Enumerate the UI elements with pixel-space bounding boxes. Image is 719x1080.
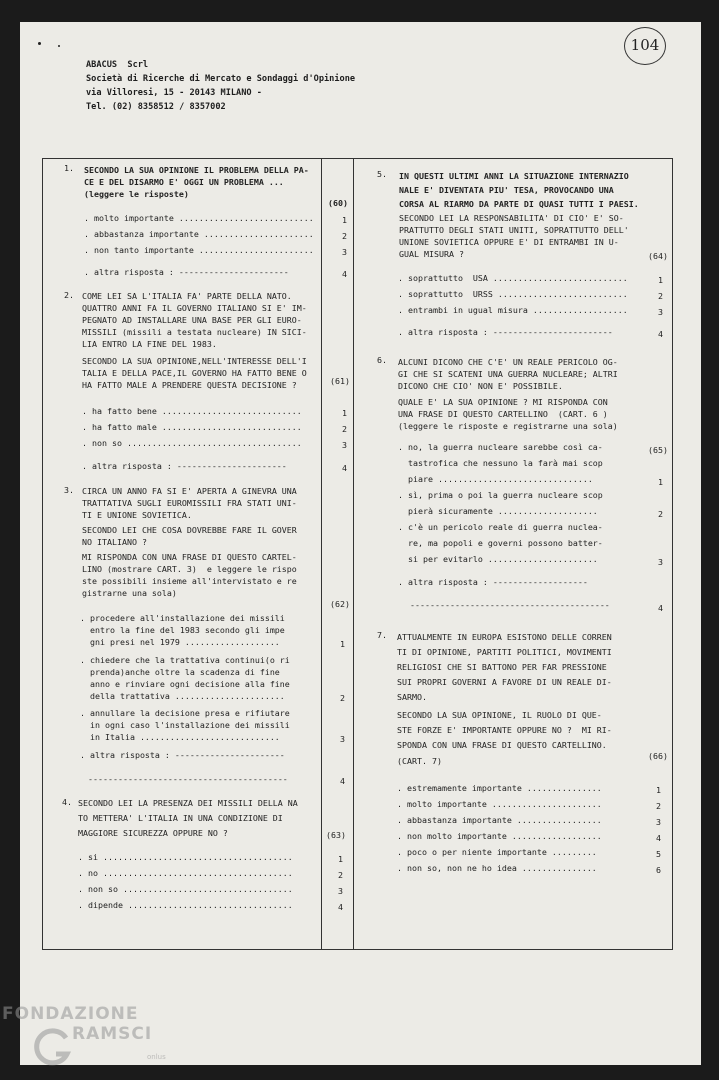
q3-option: gni presi nel 1979 ................... xyxy=(80,637,280,647)
q1-text-line: SECONDO LA SUA OPINIONE IL PROBLEMA DELLA PA- xyxy=(84,165,309,175)
q2-option: . ha fatto bene ............................ xyxy=(82,406,302,416)
q3-option: ---------------------------------------- xyxy=(88,774,288,784)
q4-option-code: 2 xyxy=(338,870,343,880)
q7-column-code: (66) xyxy=(648,751,668,761)
q3-text-line: ste possibili insieme all'intervistato e re xyxy=(82,576,297,586)
q5-text-line: IN QUESTI ULTIMI ANNI LA SITUAZIONE INTERNAZIO xyxy=(399,171,629,181)
q6-option: si per evitarlo ...................... xyxy=(398,554,598,564)
q4-option: . no ...................................... xyxy=(78,868,293,878)
q2-option-code: 2 xyxy=(342,424,347,434)
form-left-border xyxy=(42,158,43,950)
q4-column-code: (63) xyxy=(326,830,346,840)
q2-text-line: SECONDO LA SUA OPINIONE,NELL'INTERESSE DELL'I xyxy=(82,356,307,366)
q3-text-line: CIRCA UN ANNO FA SI E' APERTA A GINEVRA UNA xyxy=(82,486,297,496)
q1-option: . molto importante ........................... xyxy=(84,213,314,223)
q3-text-line: gistrarne una sola) xyxy=(82,588,177,598)
q7-option-code: 6 xyxy=(656,865,661,875)
q5-option-code: 3 xyxy=(658,307,663,317)
q1-option-code: 2 xyxy=(342,231,347,241)
q3-option: in Italia ............................ xyxy=(80,732,280,742)
watermark-line: FONDAZIONE xyxy=(2,1004,139,1024)
q4-option: . dipende ................................. xyxy=(78,900,293,910)
q6-option: ---------------------------------------- xyxy=(410,600,610,610)
q6-option: . altra risposta : ------------------- xyxy=(398,577,588,587)
q4-text-line: MAGGIORE SICUREZZA OPPURE NO ? xyxy=(78,828,228,838)
q6-option: re, ma popoli e governi possono batter- xyxy=(398,538,603,548)
q7-text-line: SECONDO LA SUA OPINIONE, IL RUOLO DI QUE- xyxy=(397,710,602,720)
q4-text-line: SECONDO LEI LA PRESENZA DEI MISSILI DELLA NA xyxy=(78,798,298,808)
q1-number: 1. xyxy=(64,163,74,173)
q3-option: della trattativa ...................... xyxy=(80,691,285,701)
q3-text-line: NO ITALIANO ? xyxy=(82,537,147,547)
q4-option-code: 1 xyxy=(338,854,343,864)
gramsci-logo-icon xyxy=(30,1026,72,1068)
q3-option-code: 2 xyxy=(340,693,345,703)
q3-number: 3. xyxy=(64,485,74,495)
q6-option: pierà sicuramente .................... xyxy=(398,506,598,516)
q1-option-code: 4 xyxy=(342,269,347,279)
q2-option: . altra risposta : ---------------------- xyxy=(82,461,287,471)
q1-option-code: 3 xyxy=(342,247,347,257)
q5-number: 5. xyxy=(377,169,387,179)
q5-option: . altra risposta : ------------------------ xyxy=(398,327,613,337)
q2-option: . ha fatto male ............................ xyxy=(82,422,302,432)
q7-text-line: STE FORZE E' IMPORTANTE OPPURE NO ? MI RI- xyxy=(397,725,612,735)
q4-option-code: 4 xyxy=(338,902,343,912)
q3-option: . annullare la decisione presa e rifiutare xyxy=(80,708,290,718)
q6-option-code: 1 xyxy=(658,477,663,487)
q3-option: . altra risposta : ---------------------- xyxy=(80,750,285,760)
q3-option-code: 1 xyxy=(340,639,345,649)
q3-text-line: SECONDO LEI CHE COSA DOVREBBE FARE IL GOVER xyxy=(82,525,297,535)
q5-option-code: 2 xyxy=(658,291,663,301)
q6-text-line: GI CHE SI SCATENI UNA GUERRA NUCLEARE; ALTRI xyxy=(398,369,618,379)
letterhead xyxy=(86,58,355,114)
form-right-border xyxy=(672,158,673,950)
ink-dot xyxy=(38,42,41,45)
q7-number: 7. xyxy=(377,630,387,640)
q7-option: . abbastanza importante ................. xyxy=(397,815,602,825)
center-divider xyxy=(353,158,354,950)
q6-option: . c'è un pericolo reale di guerra nuclea- xyxy=(398,522,603,532)
q3-text-line: TRATTATIVA SUGLI EUROMISSILI FRA STATI UNI- xyxy=(82,498,297,508)
q5-text-line: PRATTUTTO DEGLI STATI UNITI, SOPRATTUTTO DELL' xyxy=(399,225,629,235)
q2-text-line: QUATTRO ANNI FA IL GOVERNO ITALIANO SI E' IM- xyxy=(82,303,307,313)
q5-text-line: CORSA AL RIARMO DA PARTE DI QUASI TUTTI I PAESI. xyxy=(399,199,639,209)
q4-option: . non so .................................. xyxy=(78,884,293,894)
q2-text-line: LIA ENTRO LA FINE DEL 1983. xyxy=(82,339,217,349)
q1-column-code: (60) xyxy=(328,198,348,208)
q2-text-line: HA FATTO MALE A PRENDERE QUESTA DECISIONE ? xyxy=(82,380,297,390)
q3-option: prenda)anche oltre la scadenza di fine xyxy=(80,667,280,677)
watermark-line: onlus xyxy=(147,1053,166,1061)
q2-option-code: 4 xyxy=(342,463,347,473)
q7-text-line: ATTUALMENTE IN EUROPA ESISTONO DELLE CORREN xyxy=(397,632,612,642)
q2-text-line: PEGNATO AD INSTALLARE UNA BASE PER GLI EURO- xyxy=(82,315,302,325)
q1-option: . altra risposta : ---------------------- xyxy=(84,267,289,277)
q3-text-line: LINO (mostrare CART. 3) e leggere le rispo xyxy=(82,564,297,574)
form-top-border xyxy=(42,158,673,159)
left-code-divider xyxy=(321,158,322,950)
company-name: ABACUS Scrl xyxy=(86,60,149,70)
q6-text-line: (leggere le risposte e registrarne una sola) xyxy=(398,421,618,431)
q7-option: . non so, non ne ho idea ............... xyxy=(397,863,597,873)
q3-option: . chiedere che la trattativa continui(o ri xyxy=(80,655,290,665)
q7-text-line: SARMO. xyxy=(397,692,427,702)
q3-column-code: (62) xyxy=(330,599,350,609)
q3-text-line: TI E UNIONE SOVIETICA. xyxy=(82,510,192,520)
q6-number: 6. xyxy=(377,355,387,365)
q4-number: 4. xyxy=(62,797,72,807)
q7-option-code: 3 xyxy=(656,817,661,827)
q1-option: . abbastanza importante ...................... xyxy=(84,229,314,239)
company-address: via Villoresi, 15 - 20143 MILANO - xyxy=(86,88,262,98)
q3-option: anno e rinviare ogni decisione alla fine xyxy=(80,679,290,689)
watermark-line: RAMSCI xyxy=(72,1024,153,1044)
q4-option-code: 3 xyxy=(338,886,343,896)
q7-text-line: RELIGIOSI CHE SI BATTONO PER FAR PRESSIONE xyxy=(397,662,607,672)
q5-text-line: SECONDO LEI LA RESPONSABILITA' DI CIO' E' SO- xyxy=(399,213,624,223)
company-phone: Tel. (02) 8358512 / 8357002 xyxy=(86,102,226,112)
form-bottom-border xyxy=(42,949,673,950)
q7-text-line: SPONDA CON UNA FRASE DI QUESTO CARTELLINO. xyxy=(397,740,607,750)
q7-option: . molto importante ...................... xyxy=(397,799,602,809)
q7-text-line: (CART. 7) xyxy=(397,756,442,766)
q7-option-code: 2 xyxy=(656,801,661,811)
watermark xyxy=(2,1000,202,1080)
q3-option: entro la fine del 1983 secondo gli impe xyxy=(80,625,285,635)
q5-option: . entrambi in ugual misura ................... xyxy=(398,305,628,315)
q5-option: . soprattutto URSS .......................... xyxy=(398,289,628,299)
q2-option-code: 1 xyxy=(342,408,347,418)
q7-text-line: SUI PROPRI GOVERNI A FAVORE DI UN REALE DI- xyxy=(397,677,612,687)
q3-option-code: 3 xyxy=(340,734,345,744)
q2-option: . non so ................................... xyxy=(82,438,302,448)
q7-option-code: 4 xyxy=(656,833,661,843)
q3-option: . procedere all'installazione dei missili xyxy=(80,613,285,623)
q6-text-line: ALCUNI DICONO CHE C'E' UN REALE PERICOLO OG- xyxy=(398,357,618,367)
q6-text-line: QUALE E' LA SUA OPINIONE ? MI RISPONDA CON xyxy=(398,397,608,407)
q5-option-code: 1 xyxy=(658,275,663,285)
q5-option-code: 4 xyxy=(658,329,663,339)
q7-option-code: 1 xyxy=(656,785,661,795)
q5-text-line: NALE E' DIVENTATA PIU' TESA, PROVOCANDO UNA xyxy=(399,185,614,195)
q2-text-line: TALIA E DELLA PACE,IL GOVERNO HA FATTO BENE O xyxy=(82,368,307,378)
company-description: Società di Ricerche di Mercato e Sondaggi d'Opinione xyxy=(86,74,356,84)
q6-text-line: DICONO CHE CIO' NON E' POSSIBILE. xyxy=(398,381,563,391)
q3-option: in ogni caso l'installazione dei missili xyxy=(80,720,290,730)
q1-text-line: CE E DEL DISARMO E' OGGI UN PROBLEMA ... xyxy=(84,177,284,187)
ink-dot xyxy=(58,45,60,47)
q7-option-code: 5 xyxy=(656,849,661,859)
q7-text-line: TI DI OPINIONE, PARTITI POLITICI, MOVIMENTI xyxy=(397,647,612,657)
q5-text-line: GUAL MISURA ? xyxy=(399,249,464,259)
page-number: 104 xyxy=(624,27,666,65)
q6-column-code: (65) xyxy=(648,445,668,455)
q4-option: . si ...................................... xyxy=(78,852,293,862)
q1-option: . non tanto importante ....................... xyxy=(84,245,314,255)
q6-option: . sì, prima o poi la guerra nucleare scop xyxy=(398,490,603,500)
q2-text-line: COME LEI SA L'ITALIA FA' PARTE DELLA NATO. xyxy=(82,291,292,301)
q5-column-code: (64) xyxy=(648,251,668,261)
q1-option-code: 1 xyxy=(342,215,347,225)
q5-text-line: UNIONE SOVIETICA OPPURE E' DI ENTRAMBI IN U- xyxy=(399,237,619,247)
q6-option: . no, la guerra nucleare sarebbe così ca- xyxy=(398,442,603,452)
q4-text-line: TO METTERA' L'ITALIA IN UNA CONDIZIONE DI xyxy=(78,813,283,823)
q1-text-line: (leggere le risposte) xyxy=(84,189,189,199)
q6-option-code: 2 xyxy=(658,509,663,519)
q6-option-code: 3 xyxy=(658,557,663,567)
q7-option: . non molto importante .................. xyxy=(397,831,602,841)
q2-number: 2. xyxy=(64,290,74,300)
q6-text-line: UNA FRASE DI QUESTO CARTELLINO (CART. 6 ) xyxy=(398,409,608,419)
q5-option: . soprattutto USA ........................... xyxy=(398,273,628,283)
q6-option: piare ............................... xyxy=(398,474,593,484)
q6-option: tastrofica che nessuno la farà mai scop xyxy=(398,458,603,468)
q7-option: . estremamente importante ............... xyxy=(397,783,602,793)
q7-option: . poco o per niente importante ......... xyxy=(397,847,597,857)
q3-text-line: MI RISPONDA CON UNA FRASE DI QUESTO CARTEL- xyxy=(82,552,297,562)
q6-option-code: 4 xyxy=(658,603,663,613)
q2-text-line: MISSILI (missili a testata nucleare) IN SICI- xyxy=(82,327,307,337)
q3-option-code: 4 xyxy=(340,776,345,786)
q2-column-code: (61) xyxy=(330,376,350,386)
q2-option-code: 3 xyxy=(342,440,347,450)
